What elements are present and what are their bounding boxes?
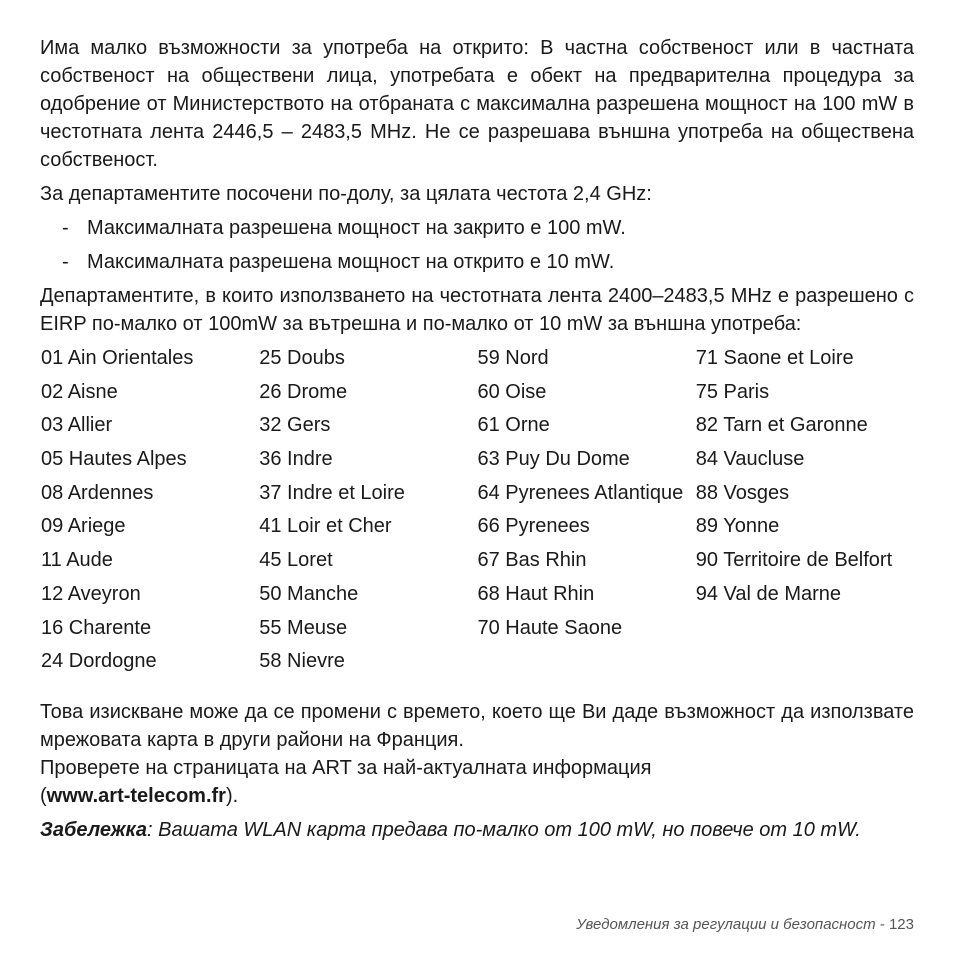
department-item: 75 Paris (695, 380, 770, 403)
art-telecom-link[interactable]: www.art-telecom.fr (46, 784, 226, 807)
department-item: 25 Doubs (259, 347, 345, 369)
departments-column-3 (478, 344, 696, 681)
list-dash: - (62, 251, 69, 273)
list-item-text: Максималната разрешена мощност на открито е 10 mW. (87, 251, 615, 273)
department-item: 37 Indre et Loire (259, 481, 405, 504)
department-item: 24 Dordogne (41, 650, 157, 673)
note-paragraph (40, 816, 914, 844)
paragraph-outdoor-use: Има малко възможности за употреба на открито: В частна собственост или в частната собственост на обществени лица, употребата е обект на предварителна процедура за одобрение от Министерството на отбраната с максимална разрешена мощност на 100 mW в честотната лента 2446,5 – 2483,5 MHz. Не се разрешава външна употреба на обществена собственост. (40, 37, 914, 171)
department-item: 82 Tarn et Garonne (695, 414, 868, 437)
note-text: : Вашата WLAN карта предава по-малко от 100 mW, но повече от 10 mW. (147, 818, 861, 841)
department-item: 32 Gers (259, 414, 331, 437)
paragraph-art-link-line (40, 782, 914, 810)
department-item: 71 Saone et Loire (695, 347, 854, 369)
power-limits-list (40, 214, 914, 276)
department-item: 68 Haut Rhin (477, 582, 595, 605)
footer-title: Уведомления за регулации и безопасност - (576, 916, 885, 933)
page-footer (576, 916, 914, 933)
document-body (40, 34, 914, 844)
paragraph-change-notice: Това изискване може да се промени с времето, което ще Ви даде възможност да използвате мрежовата карта в други райони на Франция. (40, 700, 914, 751)
department-item: 26 Drome (259, 380, 348, 403)
department-item: 63 Puy Du Dome (477, 448, 630, 471)
department-item: 08 Ardennes (41, 481, 154, 504)
paragraph-departments-intro: За департаментите посочени по-долу, за цялата честота 2,4 GHz: (40, 183, 652, 205)
department-item: 50 Manche (259, 582, 359, 605)
paren-close: ). (225, 784, 239, 807)
department-item: 05 Hautes Alpes (41, 448, 187, 471)
department-item: 64 Pyrenees Atlantique (477, 481, 684, 504)
department-item: 84 Vaucluse (695, 448, 805, 471)
list-item (40, 214, 914, 242)
note-label: Забележка (40, 818, 147, 841)
department-item: 70 Haute Saone (477, 616, 623, 639)
department-item: 36 Indre (259, 448, 333, 471)
department-item: 45 Loret (259, 549, 333, 572)
department-item: 94 Val de Marne (695, 582, 842, 605)
department-item: 60 Oise (477, 380, 547, 403)
paragraph-art-check: Проверете на страницата на ART за най-актуалната информация (40, 756, 652, 779)
paren-open: ( (40, 784, 47, 807)
paragraph-eirp-departments: Департаментите, в които използването на честотната лента 2400–2483,5 MHz е разрешено с EIRP по-малко от 100mW за вътрешна и по-малко от 10 mW за външна употреба: (40, 285, 914, 335)
department-item: 59 Nord (477, 347, 549, 369)
department-item: 66 Pyrenees (477, 515, 590, 538)
department-item: 58 Nievre (259, 650, 345, 673)
page-number: 123 (888, 916, 914, 933)
department-item: 09 Ariege (41, 515, 126, 538)
departments-table (41, 344, 914, 681)
list-item (40, 248, 914, 276)
department-item: 12 Aveyron (41, 582, 141, 605)
department-item: 90 Territoire de Belfort (695, 549, 893, 572)
department-item: 02 Aisne (41, 380, 118, 403)
departments-column-1 (41, 344, 259, 681)
department-item: 01 Ain Orientales (41, 347, 194, 369)
department-item: 16 Charente (41, 616, 152, 639)
departments-column-4 (696, 344, 914, 681)
department-item: 61 Orne (477, 414, 550, 437)
list-dash: - (62, 217, 69, 239)
list-item-text: Максималната разрешена мощност на закрито е 100 mW. (87, 217, 626, 239)
department-item: 89 Yonne (695, 515, 780, 538)
department-item: 11 Aude (41, 549, 113, 572)
department-item: 55 Meuse (259, 616, 348, 639)
department-item: 03 Allier (41, 414, 113, 437)
department-item: 67 Bas Rhin (477, 549, 587, 572)
department-item: 88 Vosges (695, 481, 790, 504)
departments-column-2 (259, 344, 477, 681)
department-item: 41 Loir et Cher (259, 515, 392, 538)
